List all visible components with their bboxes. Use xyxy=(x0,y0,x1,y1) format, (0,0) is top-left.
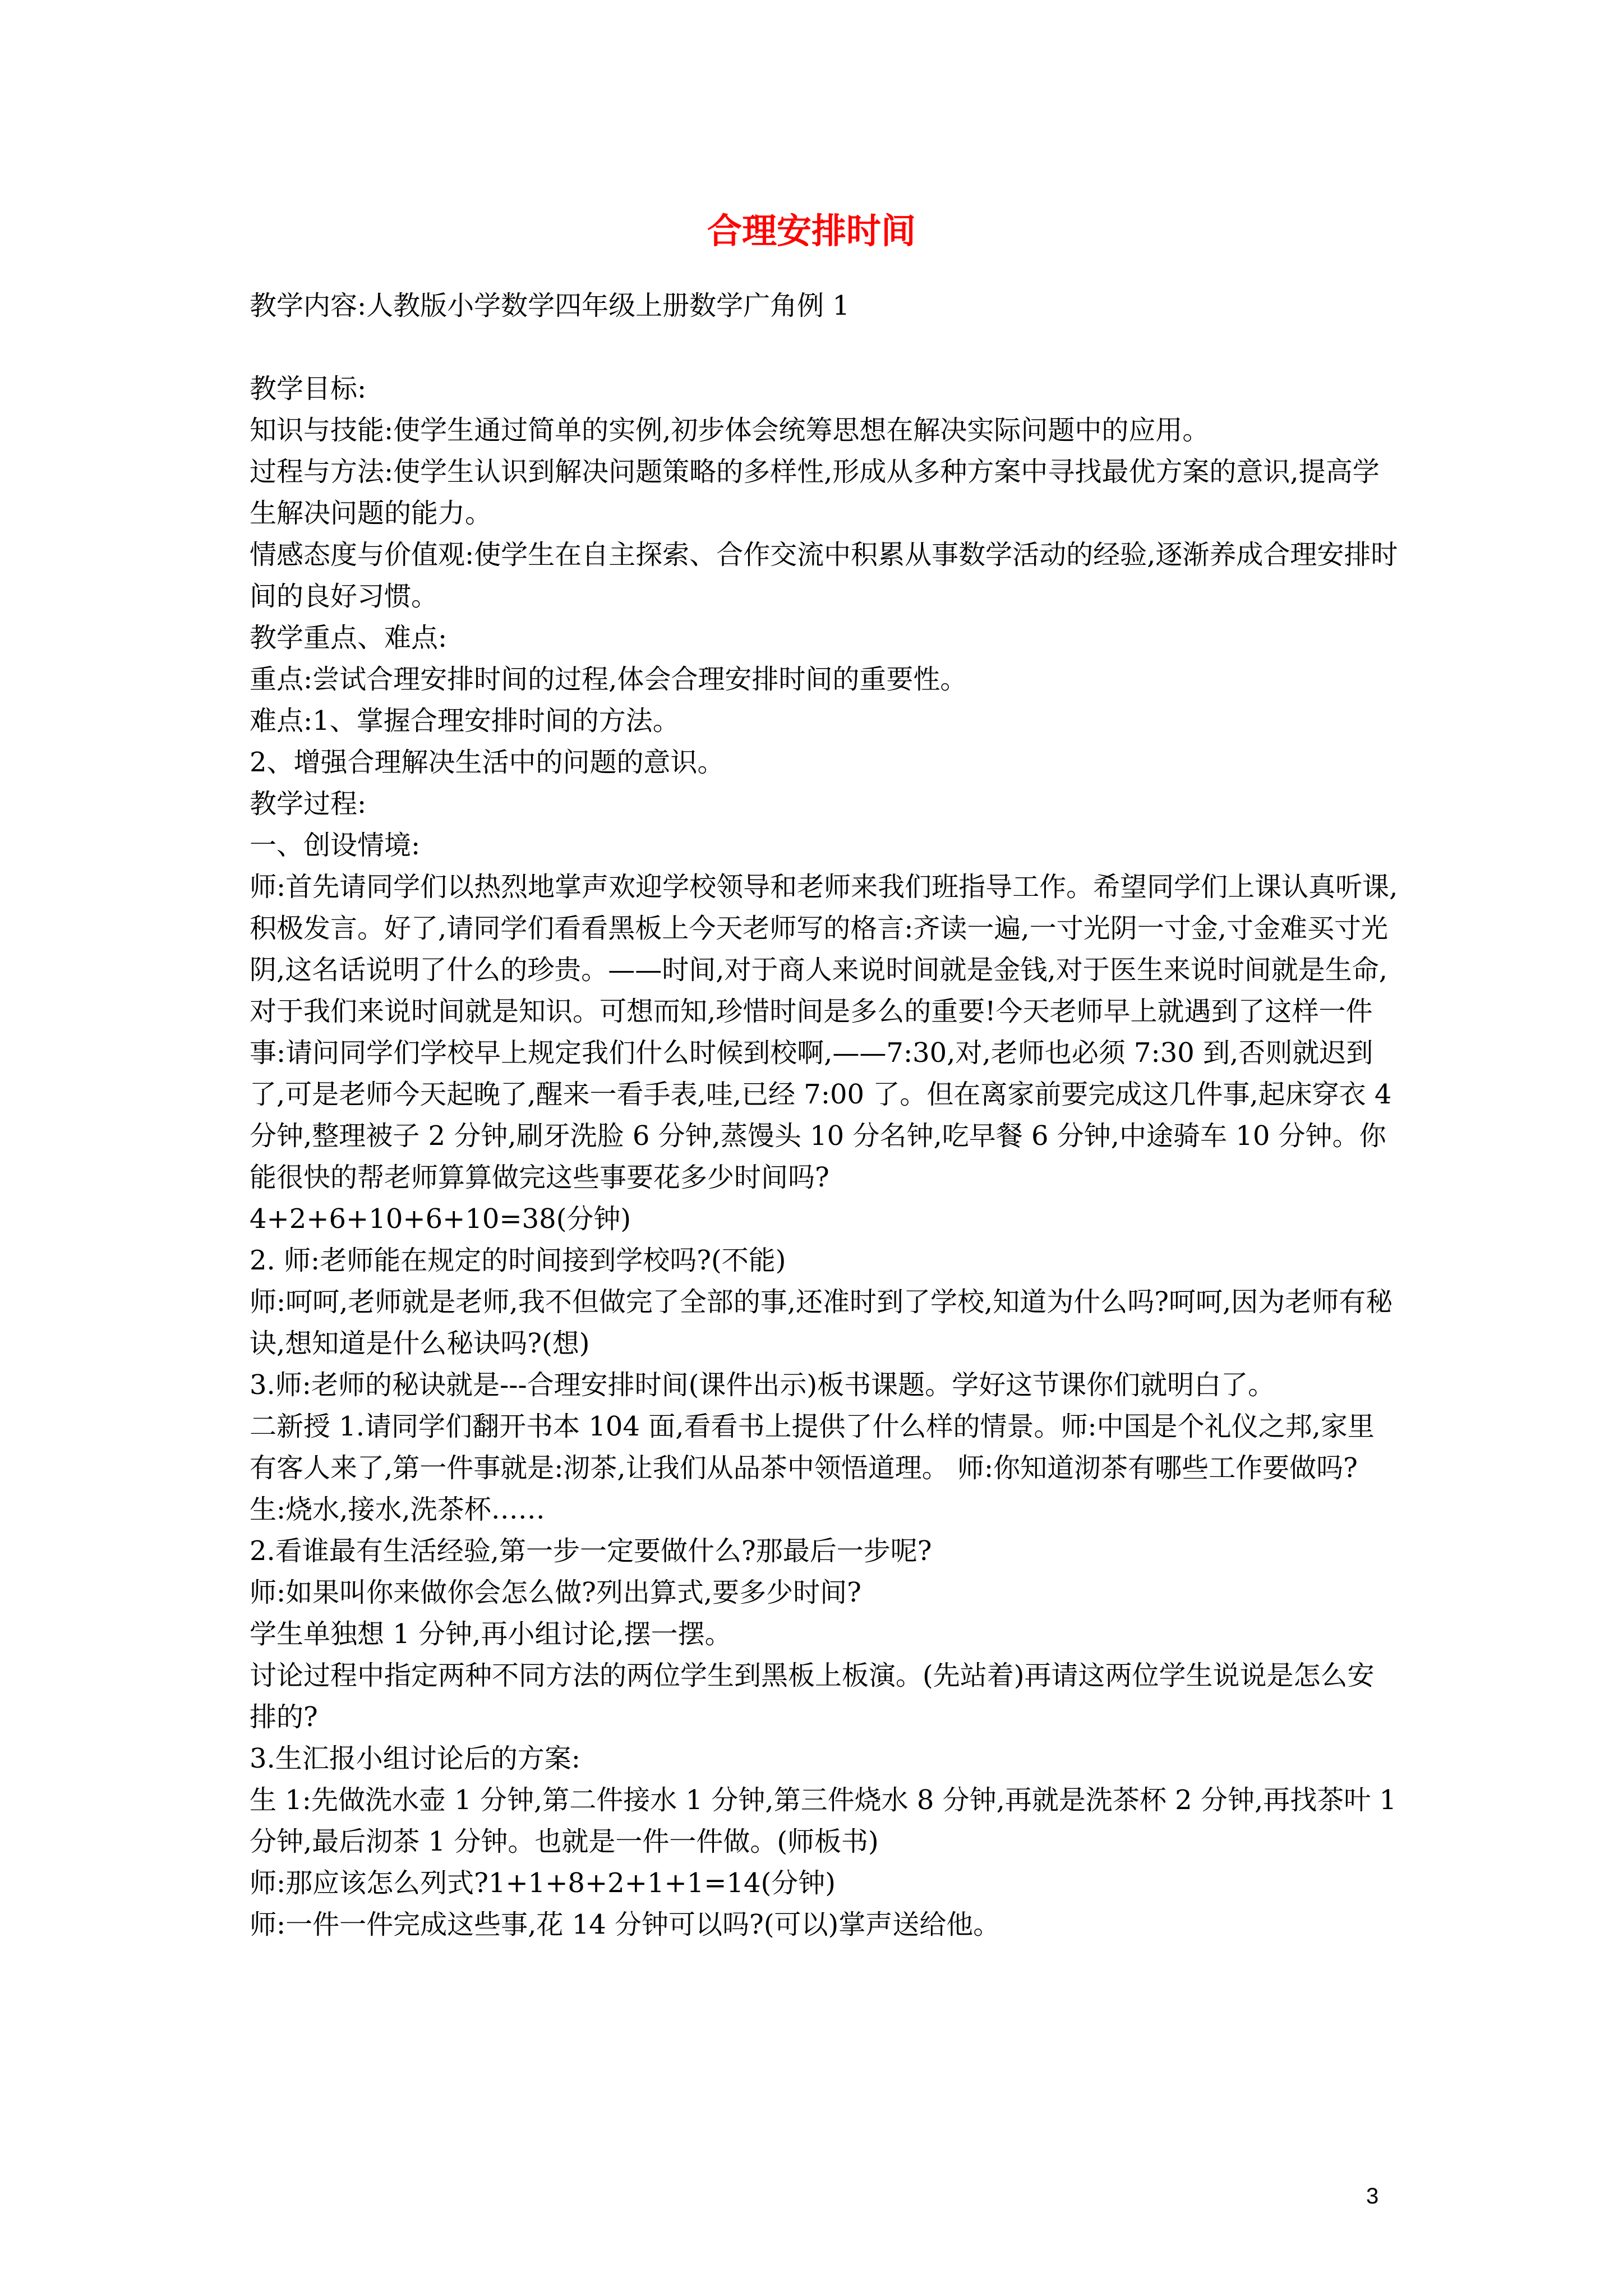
paragraph-question-2: 2. 师:老师能在规定的时间接到学校吗?(不能) xyxy=(250,1245,786,1276)
paragraph-how-would-you: 师:如果叫你来做你会怎么做?列出算式,要多少时间? xyxy=(250,1577,861,1608)
document-body xyxy=(250,285,1399,1945)
paragraph-life-experience: 2.看谁最有生活经验,第一步一定要做什么?那最后一步呢? xyxy=(250,1535,932,1567)
paragraph-difficulty-1: 难点:1、掌握合理安排时间的方法。 xyxy=(250,705,680,737)
paragraph-section-1-heading: 一、创设情境: xyxy=(250,830,421,861)
paragraph-teacher-intro: 师:首先请同学们以热烈地掌声欢迎学校领导和老师来我们班指导工作。希望同学们上课认真听课,积极发言。好了,请同学们看看黑板上今天老师写的格言:齐读一遍,一寸光阴一寸金,寸金难买寸光阴,这名话说明了什么的珍贵。——时间,对于商人来说时间就是金钱,对于医生来说时间就是生命,对于我们来说时间就是知识。可想而知,珍惜时间是多么的重要!今天老师早上就遇到了这样一件事:请问同学们学校早上规定我们什么时候到校啊,——7:30,对,老师也必须 7:30 到,否则就迟到了,可是老师今天起晚了,醒来一看手表,哇,已经 7:00 了。但在离家前要完成这几件事,起床穿衣 4 分钟,整理被子 2 分钟,刷牙洗脸 6 分钟,蒸馒头 10 分名钟,吃早餐 6 分钟,中途骑车 10 分钟。你能很快的帮老师算算做完这些事要花多少时间吗? xyxy=(250,871,1398,1193)
paragraph-process-methods: 过程与方法:使学生认识到解决问题策略的多样性,形成从多种方案中寻找最优方案的意识,提高学生解决问题的能力。 xyxy=(250,456,1380,529)
paragraph-equation-1: 4+2+6+10+6+10=38(分钟) xyxy=(250,1203,631,1235)
paragraph-student-1-plan: 生 1:先做洗水壶 1 分钟,第二件接水 1 分钟,第三件烧水 8 分钟,再就是洗茶杯 2 分钟,再找茶叶 1 分钟,最后沏茶 1 分钟。也就是一件一件做。(师板书) xyxy=(250,1784,1397,1857)
paragraph-new-lesson: 二新授 1.请同学们翻开书本 104 面,看看书上提供了什么样的情景。师:中国是个礼仪之邦,家里有客人来了,第一件事就是:沏茶,让我们从品茶中领悟道理。 师:你知道沏茶有哪些工作要做吗? xyxy=(250,1411,1375,1484)
paragraph-equation-2: 师:那应该怎么列式?1+1+8+2+1+1=14(分钟) xyxy=(250,1867,836,1899)
paragraph-closing: 师:一件一件完成这些事,花 14 分钟可以吗?(可以)掌声送给他。 xyxy=(250,1909,1000,1940)
paragraph-key-points-heading: 教学重点、难点: xyxy=(250,622,448,654)
page-number: 3 xyxy=(1366,2184,1379,2208)
paragraph-teaching-goals-heading: 教学目标: xyxy=(250,373,367,404)
paragraph-key-point: 重点:尝试合理安排时间的过程,体会合理安排时间的重要性。 xyxy=(250,664,967,695)
paragraph-question-3: 3.师:老师的秘诀就是---合理安排时间(课件出示)板书课题。学好这节课你们就明白了。 xyxy=(250,1369,1275,1401)
paragraph-difficulty-2: 2、增强合理解决生活中的问题的意识。 xyxy=(250,747,725,778)
paragraph-teaching-content: 教学内容:人教版小学数学四年级上册数学广角例 1 xyxy=(250,290,850,321)
blank-line xyxy=(250,326,1399,368)
paragraph-knowledge-skills: 知识与技能:使学生通过简单的实例,初步体会统筹思想在解决实际问题中的应用。 xyxy=(250,415,1210,446)
paragraph-teaching-process-heading: 教学过程: xyxy=(250,788,367,820)
document-title: 合理安排时间 xyxy=(707,210,916,251)
paragraph-report-heading: 3.生汇报小组讨论后的方案: xyxy=(250,1743,580,1774)
paragraph-teacher-secret: 师:呵呵,老师就是老师,我不但做完了全部的事,还准时到了学校,知道为什么吗?呵呵,因为老师有秘诀,想知道是什么秘诀吗?(想) xyxy=(250,1286,1393,1359)
paragraph-discussion-process: 讨论过程中指定两种不同方法的两位学生到黑板上板演。(先站着)再请这两位学生说说是怎么安排的? xyxy=(250,1660,1375,1733)
paragraph-think-discuss: 学生单独想 1 分钟,再小组讨论,摆一摆。 xyxy=(250,1618,732,1650)
paragraph-attitude-values: 情感态度与价值观:使学生在自主探索、合作交流中积累从事数学活动的经验,逐渐养成合理安排时间的良好习惯。 xyxy=(250,539,1398,612)
paragraph-student-answer: 生:烧水,接水,洗茶杯…… xyxy=(250,1494,545,1525)
